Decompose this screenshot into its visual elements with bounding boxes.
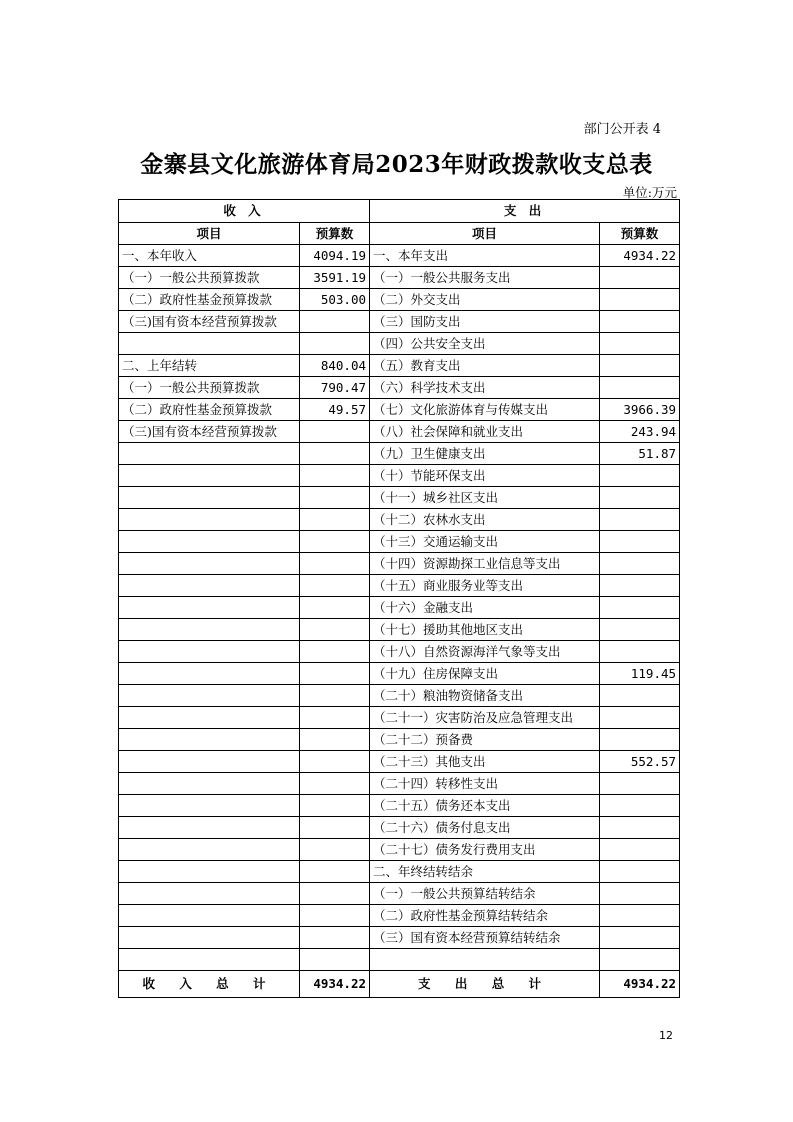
income-budget-cell: 503.00 [300, 289, 370, 311]
income-item-cell [119, 905, 300, 927]
expense-budget-cell [600, 487, 680, 509]
income-item-cell: （一）一般公共预算拨款 [119, 267, 300, 289]
income-item-cell [119, 817, 300, 839]
income-item-cell [119, 619, 300, 641]
expense-budget-cell [600, 509, 680, 531]
expense-item-cell: （十三）交通运输支出 [370, 531, 600, 553]
table-row [119, 267, 680, 289]
income-item-cell [119, 685, 300, 707]
table-row [119, 839, 680, 861]
expense-budget-cell [600, 927, 680, 949]
income-budget-cell: 4094.19 [300, 245, 370, 267]
table-row [119, 311, 680, 333]
income-item-cell [119, 861, 300, 883]
table-header-columns [119, 223, 680, 245]
expense-item-cell [370, 949, 600, 971]
expense-item-cell: （九）卫生健康支出 [370, 443, 600, 465]
income-header: 收 入 [119, 200, 370, 223]
income-budget-cell [300, 905, 370, 927]
table-row [119, 245, 680, 267]
income-item-cell [119, 773, 300, 795]
expense-item-cell: （十七）援助其他地区支出 [370, 619, 600, 641]
expense-budget-cell [600, 289, 680, 311]
income-budget-cell [300, 575, 370, 597]
table-row [119, 597, 680, 619]
budget-table [118, 199, 680, 998]
expense-item-cell: （二十七）债务发行费用支出 [370, 839, 600, 861]
expense-budget-cell [600, 465, 680, 487]
expense-item-cell: （二十）粮油物资储备支出 [370, 685, 600, 707]
expense-item-cell: （五）教育支出 [370, 355, 600, 377]
expense-item-cell: （十八）自然资源海洋气象等支出 [370, 641, 600, 663]
expense-item-cell: （八）社会保障和就业支出 [370, 421, 600, 443]
expense-item-cell: （六）科学技术支出 [370, 377, 600, 399]
table-row [119, 795, 680, 817]
income-item-cell: （三)国有资本经营预算拨款 [119, 311, 300, 333]
table-header-group [119, 200, 680, 223]
income-item-cell [119, 707, 300, 729]
income-budget-cell: 49.57 [300, 399, 370, 421]
income-budget-cell: 3591.19 [300, 267, 370, 289]
table-row [119, 377, 680, 399]
form-number: 部门公开表 4 [583, 122, 661, 137]
income-budget-cell [300, 707, 370, 729]
income-budget-cell [300, 641, 370, 663]
expense-budget-cell: 51.87 [600, 443, 680, 465]
table-row [119, 289, 680, 311]
table-row [119, 575, 680, 597]
expense-budget-cell [600, 377, 680, 399]
income-item-cell [119, 597, 300, 619]
income-budget-cell [300, 839, 370, 861]
expense-item-header: 项目 [370, 223, 600, 245]
expense-budget-cell [600, 729, 680, 751]
expense-item-cell: 一、本年支出 [370, 245, 600, 267]
expense-item-cell: （二十三）其他支出 [370, 751, 600, 773]
expense-budget-cell [600, 817, 680, 839]
expense-budget-cell: 3966.39 [600, 399, 680, 421]
expense-budget-cell [600, 905, 680, 927]
table-row [119, 465, 680, 487]
total-row [119, 971, 680, 998]
expense-item-cell: （十六）金融支出 [370, 597, 600, 619]
income-item-cell: （一）一般公共预算拨款 [119, 377, 300, 399]
income-item-cell: 一、本年收入 [119, 245, 300, 267]
income-item-cell [119, 795, 300, 817]
income-item-cell [119, 729, 300, 751]
expense-budget-cell [600, 773, 680, 795]
income-budget-cell [300, 553, 370, 575]
expense-budget-cell [600, 333, 680, 355]
table-row [119, 905, 680, 927]
income-item-cell [119, 839, 300, 861]
table-row [119, 773, 680, 795]
expense-budget-cell [600, 949, 680, 971]
expense-item-cell: （一）一般公共预算结转结余 [370, 883, 600, 905]
table-row [119, 817, 680, 839]
expense-item-cell: （二十一）灾害防治及应急管理支出 [370, 707, 600, 729]
table-row [119, 685, 680, 707]
income-budget-cell [300, 949, 370, 971]
income-item-cell: （三)国有资本经营预算拨款 [119, 421, 300, 443]
page-number: 12 [659, 1029, 673, 1042]
income-budget-cell [300, 531, 370, 553]
expense-item-cell: （二十六）债务付息支出 [370, 817, 600, 839]
table-row [119, 641, 680, 663]
expense-item-cell: （二）政府性基金预算结转结余 [370, 905, 600, 927]
income-item-cell [119, 641, 300, 663]
page-title: 金寨县文化旅游体育局2023年财政拨款收支总表 [140, 151, 653, 178]
expense-item-cell: （十一）城乡社区支出 [370, 487, 600, 509]
income-budget-cell [300, 927, 370, 949]
table-row [119, 707, 680, 729]
expense-item-cell: （二十四）转移性支出 [370, 773, 600, 795]
table-row [119, 949, 680, 971]
expense-budget-cell [600, 267, 680, 289]
income-budget-cell [300, 751, 370, 773]
expense-item-cell: （四）公共安全支出 [370, 333, 600, 355]
income-item-cell: （二）政府性基金预算拨款 [119, 399, 300, 421]
income-budget-cell [300, 333, 370, 355]
expense-item-cell: （一）一般公共服务支出 [370, 267, 600, 289]
income-budget-cell [300, 421, 370, 443]
expense-item-cell: （二十五）债务还本支出 [370, 795, 600, 817]
income-item-cell: 二、上年结转 [119, 355, 300, 377]
expense-budget-cell [600, 575, 680, 597]
expense-budget-cell [600, 355, 680, 377]
income-item-cell [119, 333, 300, 355]
table-row [119, 553, 680, 575]
income-item-cell [119, 531, 300, 553]
expense-budget-cell [600, 707, 680, 729]
income-budget-cell [300, 663, 370, 685]
income-budget-cell [300, 817, 370, 839]
income-total-label: 收 入 总 计 [119, 971, 300, 998]
expense-budget-cell: 119.45 [600, 663, 680, 685]
table-row [119, 663, 680, 685]
income-budget-cell [300, 509, 370, 531]
table-row [119, 399, 680, 421]
expense-total-value: 4934.22 [600, 971, 680, 998]
income-item-header: 项目 [119, 223, 300, 245]
income-item-cell [119, 949, 300, 971]
table-row [119, 487, 680, 509]
table-row [119, 443, 680, 465]
expense-item-cell: （三）国有资本经营预算结转结余 [370, 927, 600, 949]
expense-budget-cell [600, 839, 680, 861]
income-item-cell [119, 883, 300, 905]
expense-budget-cell [600, 795, 680, 817]
expense-header: 支 出 [370, 200, 680, 223]
table-row [119, 861, 680, 883]
income-item-cell [119, 751, 300, 773]
income-budget-cell: 790.47 [300, 377, 370, 399]
table-row [119, 509, 680, 531]
expense-item-cell: （十五）商业服务业等支出 [370, 575, 600, 597]
income-item-cell [119, 443, 300, 465]
expense-item-cell: （十）节能环保支出 [370, 465, 600, 487]
table-row [119, 619, 680, 641]
income-budget-cell [300, 861, 370, 883]
table-row [119, 355, 680, 377]
income-budget-cell [300, 795, 370, 817]
expense-budget-cell [600, 641, 680, 663]
expense-budget-cell [600, 861, 680, 883]
expense-item-cell: （十四）资源勘探工业信息等支出 [370, 553, 600, 575]
expense-item-cell: 二、年终结转结余 [370, 861, 600, 883]
income-item-cell [119, 465, 300, 487]
expense-item-cell: （十二）农林水支出 [370, 509, 600, 531]
expense-item-cell: （三）国防支出 [370, 311, 600, 333]
table-row [119, 333, 680, 355]
income-item-cell [119, 509, 300, 531]
income-item-cell [119, 927, 300, 949]
expense-budget-cell [600, 553, 680, 575]
expense-budget-cell: 552.57 [600, 751, 680, 773]
expense-budget-cell [600, 883, 680, 905]
expense-item-cell: （七）文化旅游体育与传媒支出 [370, 399, 600, 421]
expense-budget-cell [600, 311, 680, 333]
income-budget-cell [300, 443, 370, 465]
income-budget-header: 预算数 [300, 223, 370, 245]
income-budget-cell [300, 685, 370, 707]
table-row [119, 729, 680, 751]
expense-item-cell: （二十二）预备费 [370, 729, 600, 751]
expense-budget-cell [600, 531, 680, 553]
income-item-cell: （二）政府性基金预算拨款 [119, 289, 300, 311]
table-row [119, 751, 680, 773]
expense-budget-cell [600, 619, 680, 641]
income-budget-cell [300, 883, 370, 905]
income-budget-cell [300, 487, 370, 509]
table-row [119, 421, 680, 443]
expense-item-cell: （二）外交支出 [370, 289, 600, 311]
income-budget-cell [300, 465, 370, 487]
table-row [119, 927, 680, 949]
income-item-cell [119, 663, 300, 685]
income-budget-cell [300, 729, 370, 751]
income-budget-cell [300, 597, 370, 619]
expense-budget-cell [600, 597, 680, 619]
table-row [119, 531, 680, 553]
income-budget-cell: 840.04 [300, 355, 370, 377]
income-item-cell [119, 575, 300, 597]
income-budget-cell [300, 311, 370, 333]
income-budget-cell [300, 619, 370, 641]
table-row [119, 883, 680, 905]
expense-budget-cell: 243.94 [600, 421, 680, 443]
expense-budget-header: 预算数 [600, 223, 680, 245]
expense-budget-cell: 4934.22 [600, 245, 680, 267]
expense-budget-cell [600, 685, 680, 707]
income-budget-cell [300, 773, 370, 795]
unit-label: 单位:万元 [622, 185, 677, 200]
expense-item-cell: （十九）住房保障支出 [370, 663, 600, 685]
expense-total-label: 支 出 总 计 [370, 971, 600, 998]
income-total-value: 4934.22 [300, 971, 370, 998]
income-item-cell [119, 487, 300, 509]
income-item-cell [119, 553, 300, 575]
